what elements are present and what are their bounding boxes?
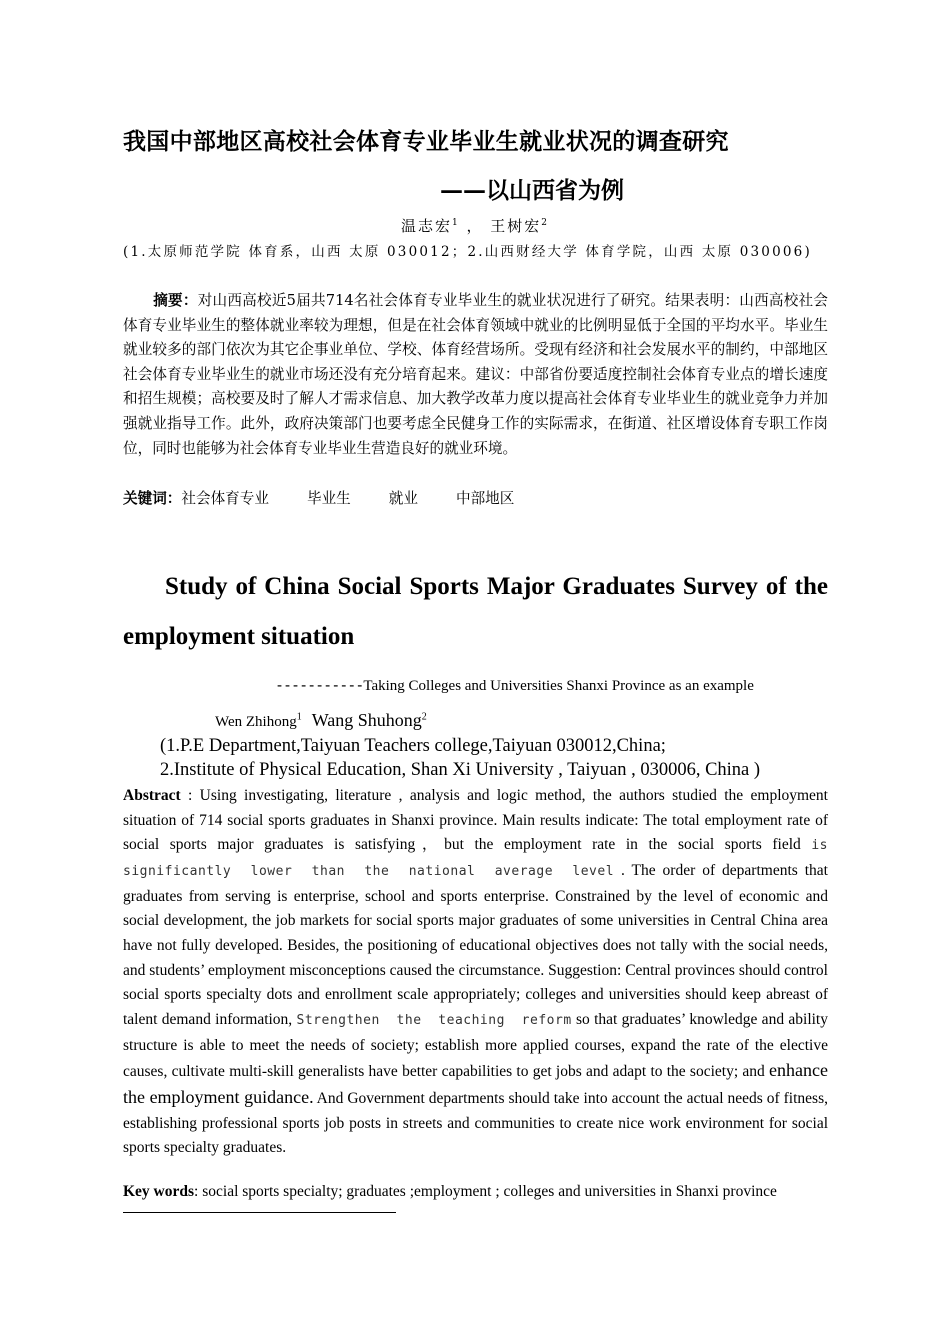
english-abstract-label: Abstract: [123, 787, 181, 804]
english-subtitle-dashes: -----------: [275, 676, 364, 694]
english-keywords: [123, 1180, 828, 1204]
chinese-abstract-text: 对山西高校近5届共714名社会体育专业毕业生的就业状况进行了研究。结果表明：山西高校社会体育专业毕业生的整体就业率较为理想，但是在社会体育领域中就业的比例明显低于全国的平均水平。毕业生就业较多的部门依次为其它企事业单位、学校、体育经营场所。受现有经济和社会发展水平的制约，中部地区社会体育专业毕业生的就业市场还没有充分培育起来。建议：中部省份要适度控制社会体育专业点的增长速度和招生规模；高校要及时了解人才需求信息、加大教学改革力度以提高社会体育专业毕业生的就业竞争力并加强就业指导工作。此外，政府决策部门也要考虑全民健身工作的实际需求，在街道、社区增设体育专职工作岗位，同时也能够为社会体育专业毕业生营造良好的就业环境。: [123, 292, 828, 457]
chinese-keywords-label: 关键词：: [123, 490, 182, 507]
footnote-divider: [123, 1212, 396, 1213]
english-abstract-part-3: so that graduates’ knowledge and ability structure is able to meet the needs of society; establish more applied courses, expand the rate of the elective causes, cultivate multi-skill generalists have better capabilities to get jobs and adapt to the society; and: [123, 1010, 828, 1081]
chinese-keyword: 中部地区: [455, 490, 515, 507]
chinese-abstract: [123, 289, 828, 461]
english-abstract-part-2: . The order of departments that graduates from serving is enterprise, school and sports enterprise. Constrained by the level of economic and social development, the job markets for social sports major graduates of some universities in Central China area have not fully developed. Besides, the positioning of educational objectives does not tally with the social needs, and students’ employment misconceptions caused the circumstance. Suggestion: Central provinces should control social sports specialty dots and enrollment scale appropriately; colleges and universities should keep abreast of talent demand information,: [123, 861, 828, 1028]
chinese-keyword: 就业: [388, 490, 418, 507]
english-affiliation-1: (1.P.E Department,Taiyuan Teachers college,Taiyuan 030012,China;: [160, 736, 666, 756]
english-abstract-mono-2: Strengthen the teaching reform: [296, 1012, 572, 1028]
english-subtitle: [275, 676, 754, 695]
english-author-1-sup: 1: [296, 711, 302, 723]
english-author-1: Wen Zhihong: [215, 714, 297, 730]
chinese-affiliation: (1.太原师范学院 体育系，山西 太原 030012；2.山西财经大学 体育学院，山西 太原 030006): [123, 244, 812, 260]
english-authors: [215, 710, 427, 731]
chinese-authors: [0, 215, 950, 236]
chinese-author-1: 温志宏: [400, 217, 452, 235]
chinese-author-2-sup: 2: [541, 218, 550, 228]
english-affiliation-2: 2.Institute of Physical Education, Shan Xi University , Taiyuan , 030006, China ): [160, 760, 761, 780]
english-author-2: Wang Shuhong: [311, 710, 422, 730]
chinese-keyword: 毕业生: [306, 490, 351, 507]
chinese-abstract-label: 摘要：: [153, 292, 198, 309]
english-subtitle-text: Taking Colleges and Universities Shanxi Province as an example: [363, 678, 754, 694]
chinese-author-separator: ，: [466, 217, 484, 235]
chinese-author-1-sup: 1: [451, 218, 460, 228]
chinese-title: 我国中部地区高校社会体育专业毕业生就业状况的调查研究: [123, 128, 729, 155]
english-abstract-emphasis: enhance the employment guidance.: [123, 1060, 828, 1107]
chinese-keywords: [123, 487, 828, 511]
english-keywords-label: Key words: [123, 1183, 195, 1200]
english-abstract: [123, 784, 828, 1161]
english-keywords-text: : social sports specialty; graduates ;employment ; colleges and universities in Shanxi province: [194, 1183, 777, 1200]
english-abstract-mono-1: is significantly lower than the national average level: [123, 838, 828, 879]
english-abstract-part-4: And Government departments should take into account the actual needs of fitness, establishing professional sports job posts in streets and communities to create nice work environment for social sports specialty graduates.: [123, 1089, 828, 1157]
english-abstract-part-1: : Using investigating, literature , analysis and logic method, the authors studied the employment situation of 714 social sports graduates in Shanxi province. Main results indicate: The total employment rate of social sports major graduates is satisfying，but the employment rate in the social sports field: [123, 787, 828, 854]
english-title: Study of China Social Sports Major Graduates Survey of the employment situation: [123, 573, 828, 650]
chinese-author-2: 王树宏: [490, 217, 542, 235]
english-author-2-sup: 2: [421, 711, 427, 723]
chinese-keyword: 社会体育专业: [181, 490, 269, 507]
chinese-subtitle: ——以山西省为例: [440, 177, 624, 204]
